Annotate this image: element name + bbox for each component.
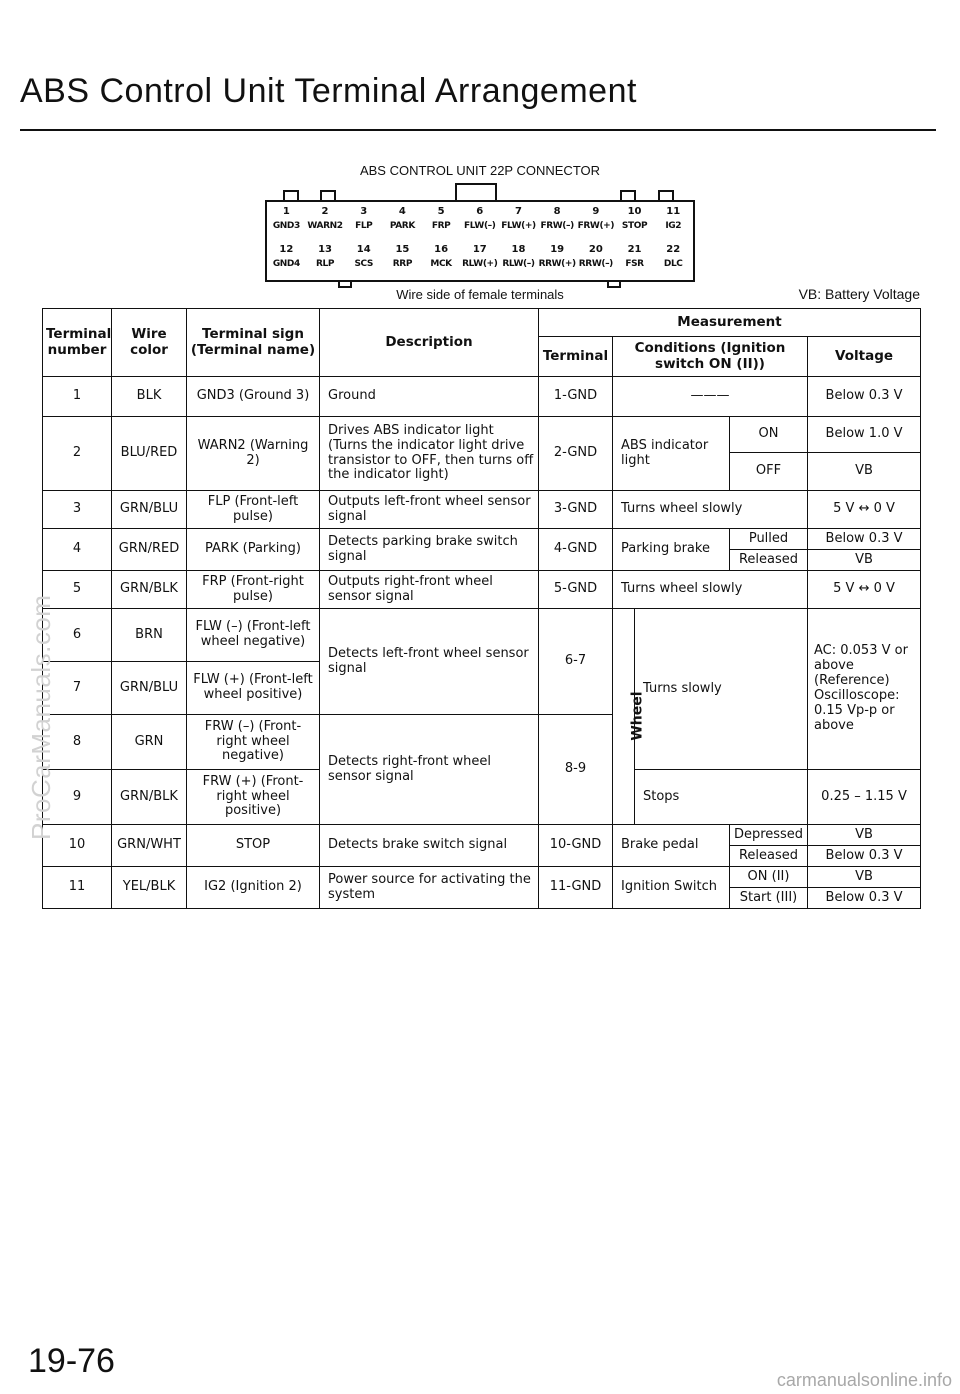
description: Ground xyxy=(320,377,539,417)
header-voltage: Voltage xyxy=(808,337,921,377)
header-measurement: Measurement xyxy=(539,309,921,337)
header-terminal-sign: Terminal sign (Terminal name) xyxy=(187,309,320,377)
connector-pin: 14 SCS xyxy=(354,244,373,269)
wire-color: YEL/BLK xyxy=(112,867,187,909)
voltage: Below 1.0 V xyxy=(808,417,921,453)
terminal-sign: FLW (–) (Front-left wheel negative) xyxy=(187,609,320,662)
description: Power source for activating the system xyxy=(320,867,539,909)
connector-pin: 6 FLW(–) xyxy=(464,206,496,231)
watermark: ProCarManuals.com xyxy=(26,594,56,840)
condition-state: Released xyxy=(730,846,808,867)
measure-terminal: 4-GND xyxy=(539,529,613,571)
terminal-sign: IG2 (Ignition 2) xyxy=(187,867,320,909)
connector-pin: 21 FSR xyxy=(625,244,644,269)
terminal-number: 4 xyxy=(43,529,112,571)
connector-pin: 11 IG2 xyxy=(665,206,682,231)
voltage: Below 0.3 V xyxy=(808,888,921,909)
voltage: VB xyxy=(808,550,921,571)
condition-state: Released xyxy=(730,550,808,571)
wire-color: GRN/WHT xyxy=(112,825,187,867)
wire-color: BLK xyxy=(112,377,187,417)
measure-terminal: 1-GND xyxy=(539,377,613,417)
terminal-sign: FLW (+) (Front-left wheel positive) xyxy=(187,662,320,715)
connector-pin: 13 RLP xyxy=(316,244,335,269)
description: Detects parking brake switch signal xyxy=(320,529,539,571)
terminal-number: 1 xyxy=(43,377,112,417)
voltage: 0.25 – 1.15 V xyxy=(808,770,921,825)
terminal-sign: PARK (Parking) xyxy=(187,529,320,571)
connector-pin: 4 PARK xyxy=(389,206,415,231)
condition-state: Start (III) xyxy=(730,888,808,909)
connector-pin: 12 GND4 xyxy=(272,244,300,269)
connector-pin: 20 RRW(–) xyxy=(578,244,613,269)
measure-terminal: 11-GND xyxy=(539,867,613,909)
voltage: 5 V ↔ 0 V xyxy=(808,571,921,609)
wire-color: GRN/RED xyxy=(112,529,187,571)
measure-terminal: 8-9 xyxy=(539,715,613,825)
footer-site: carmanualsonline.info xyxy=(776,1370,952,1390)
terminal-number: 5 xyxy=(43,571,112,609)
voltage: VB xyxy=(808,867,921,888)
voltage: VB xyxy=(808,825,921,846)
connector-pin: 15 RRP xyxy=(392,244,413,269)
table-row xyxy=(43,377,921,417)
wire-color: GRN/BLK xyxy=(112,770,187,825)
connector-subtitle: Wire side of female terminals xyxy=(396,287,564,302)
connector-pin: 1 GND3 xyxy=(272,206,300,231)
connector-pin: 9 FRW(+) xyxy=(577,206,615,231)
condition-state: OFF xyxy=(730,453,808,491)
connector-row-upper xyxy=(267,205,693,239)
connector-title: ABS CONTROL UNIT 22P CONNECTOR xyxy=(359,163,601,178)
terminal-number: 6 xyxy=(43,609,112,662)
table-row xyxy=(43,491,921,529)
terminal-number: 7 xyxy=(43,662,112,715)
measure-terminal: 10-GND xyxy=(539,825,613,867)
terminal-number: 3 xyxy=(43,491,112,529)
measure-terminal: 6-7 xyxy=(539,609,613,715)
terminal-sign: FRW (–) (Front-right wheel negative) xyxy=(187,715,320,770)
terminal-sign: FLP (Front-left pulse) xyxy=(187,491,320,529)
connector-pin: 22 DLC xyxy=(663,244,683,269)
condition: Ignition Switch xyxy=(613,867,730,909)
connector-row-lower xyxy=(267,243,693,277)
voltage: Below 0.3 V xyxy=(808,846,921,867)
connector-diagram xyxy=(265,200,695,282)
vb-note: VB: Battery Voltage xyxy=(798,286,920,302)
wire-color: BRN xyxy=(112,609,187,662)
condition: ——— xyxy=(613,377,808,417)
voltage: 5 V ↔ 0 V xyxy=(808,491,921,529)
title-rule xyxy=(20,129,936,131)
voltage: AC: 0.053 V or above (Reference) Oscilloscope: 0.15 Vp-p or above xyxy=(808,609,921,770)
condition-state: Depressed xyxy=(730,825,808,846)
condition-state: Pulled xyxy=(730,529,808,550)
description: Detects left-front wheel sensor signal xyxy=(320,609,539,715)
terminal-sign: FRP (Front-right pulse) xyxy=(187,571,320,609)
condition-state: ON xyxy=(730,417,808,453)
voltage: VB xyxy=(808,453,921,491)
wheel-label-cell xyxy=(613,609,646,825)
condition: Brake pedal xyxy=(613,825,730,867)
wire-color: GRN xyxy=(112,715,187,770)
connector-pin: 8 FRW(–) xyxy=(540,206,574,231)
terminal-number: 2 xyxy=(43,417,112,491)
condition: ABS indicator light xyxy=(613,417,730,491)
description: Detects brake switch signal xyxy=(320,825,539,867)
voltage: Below 0.3 V xyxy=(808,529,921,550)
description: Outputs right-front wheel sensor signal xyxy=(320,571,539,609)
connector-pin: 5 FRP xyxy=(431,206,451,231)
table-row xyxy=(43,825,921,846)
terminal-table xyxy=(42,308,921,909)
connector-pin: 18 RLW(–) xyxy=(502,244,535,269)
connector-pin: 17 RLW(+) xyxy=(462,244,498,269)
header-wire-color: Wire color xyxy=(112,309,187,377)
table-row xyxy=(43,417,921,453)
condition-state: ON (II) xyxy=(730,867,808,888)
terminal-number: 9 xyxy=(43,770,112,825)
table-row xyxy=(43,571,921,609)
connector-pin: 16 MCK xyxy=(430,244,452,269)
page-number: 19-76 xyxy=(28,1342,115,1380)
terminal-sign: FRW (+) (Front-right wheel positive) xyxy=(187,770,320,825)
connector-pin: 19 RRW(+) xyxy=(538,244,576,269)
header-conditions: Conditions (Ignition switch ON (II)) xyxy=(613,337,808,377)
description: Outputs left-front wheel sensor signal xyxy=(320,491,539,529)
wire-color: GRN/BLU xyxy=(112,662,187,715)
terminal-sign: GND3 (Ground 3) xyxy=(187,377,320,417)
header-description: Description xyxy=(320,309,539,377)
connector-pin: 10 STOP xyxy=(621,206,648,231)
voltage: Below 0.3 V xyxy=(808,377,921,417)
connector-pin: 2 WARN2 xyxy=(307,206,343,231)
condition: Turns wheel slowly xyxy=(613,491,808,529)
header-terminal-number: Terminal number xyxy=(43,309,112,377)
connector-pin: 7 FLW(+) xyxy=(501,206,536,231)
terminal-number: 10 xyxy=(43,825,112,867)
table-row xyxy=(43,609,921,662)
table-row xyxy=(43,867,921,888)
wheel-label: Wheel xyxy=(629,691,646,741)
condition: Stops xyxy=(635,770,808,825)
wire-color: GRN/BLU xyxy=(112,491,187,529)
measure-terminal: 3-GND xyxy=(539,491,613,529)
description: Detects right-front wheel sensor signal xyxy=(320,715,539,825)
header-terminal: Terminal xyxy=(539,337,613,377)
connector-pin: 3 FLP xyxy=(355,206,373,231)
measure-terminal: 2-GND xyxy=(539,417,613,491)
terminal-sign: WARN2 (Warning 2) xyxy=(187,417,320,491)
measure-terminal: 5-GND xyxy=(539,571,613,609)
description: Drives ABS indicator light (Turns the indicator light drive transistor to OFF, then turns off the indicator light) xyxy=(320,417,539,491)
condition: Parking brake xyxy=(613,529,730,571)
condition: Turns slowly xyxy=(635,609,808,770)
terminal-number: 8 xyxy=(43,715,112,770)
wire-color: BLU/RED xyxy=(112,417,187,491)
condition: Turns wheel slowly xyxy=(613,571,808,609)
terminal-sign: STOP xyxy=(187,825,320,867)
table-row xyxy=(43,529,921,550)
wire-color: GRN/BLK xyxy=(112,571,187,609)
page-title: ABS Control Unit Terminal Arrangement xyxy=(20,72,637,110)
terminal-number: 11 xyxy=(43,867,112,909)
